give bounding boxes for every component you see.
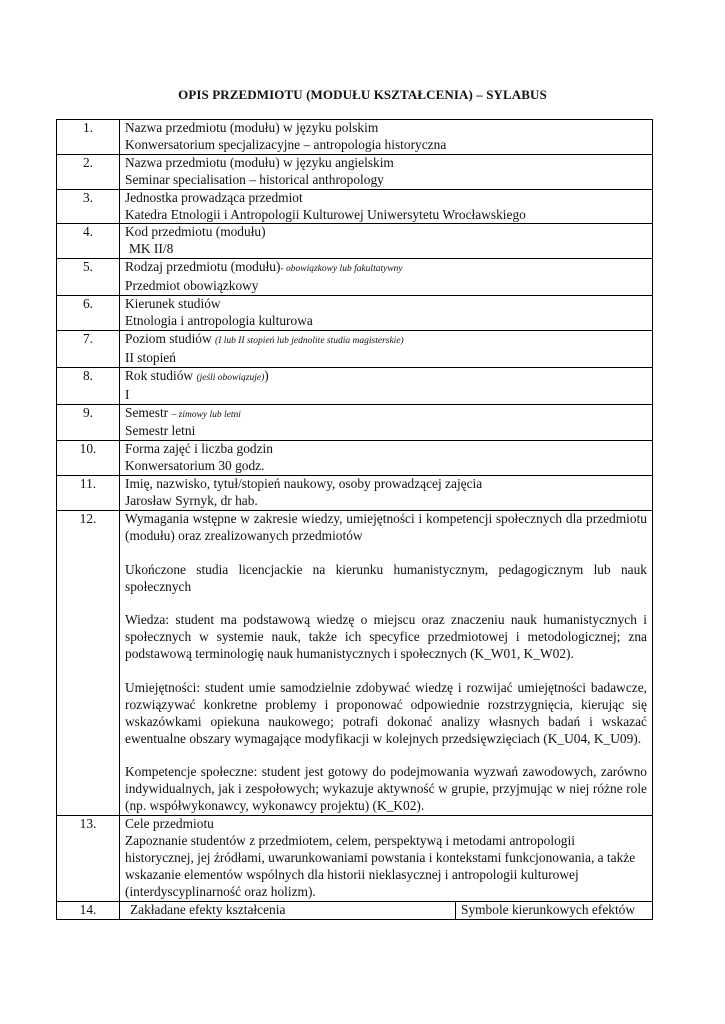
- row-content: [120, 330, 653, 367]
- document-title: OPIS PRZEDMIOTU (MODUŁU KSZTAŁCENIA) – SYLABUS: [178, 87, 547, 102]
- row-number: 9.: [57, 404, 120, 441]
- table-row: [57, 816, 653, 902]
- row-label: Nazwa przedmiotu (modułu) w języku polskim: [125, 120, 379, 135]
- row-value: Semestr letni: [125, 423, 196, 439]
- row-paragraph: Kompetencje społeczne: student jest gotowy do podejmowania wyzwań zawodowych, zarówno indywidualnych, jak i zespołowych; wykazuje aktywność w grupie, przyjmując w niej różne role (np. współwykonawcy, wykonawcy projektu) (K_K02).: [125, 764, 647, 814]
- row-label: Cele przedmiotu: [125, 816, 214, 832]
- row-number: 7.: [57, 330, 120, 367]
- table-row: [57, 189, 653, 224]
- row-content: [120, 259, 653, 296]
- row-label: Imię, nazwisko, tytuł/stopień naukowy, osoby prowadzącej zajęcia: [125, 476, 483, 492]
- table-row: [57, 441, 653, 476]
- row-number: 5.: [57, 259, 120, 296]
- row-content: [120, 901, 653, 919]
- row-content: [120, 816, 653, 902]
- row-value: II stopień: [125, 349, 176, 365]
- row-content: [120, 510, 653, 815]
- table-row: [57, 224, 653, 259]
- row-number: 12.: [57, 510, 120, 815]
- row-label-text: Poziom studiów: [125, 330, 212, 346]
- row-value: Seminar specialisation – historical anthropology: [125, 171, 384, 187]
- row-number: 6.: [57, 296, 120, 331]
- row-value: Konwersatorium 30 godz.: [125, 458, 265, 474]
- row-value: MK II/8: [129, 241, 174, 257]
- table-row: [57, 259, 653, 296]
- table-row: [57, 296, 653, 331]
- row-label-text: Rodzaj przedmiotu (modułu): [125, 259, 281, 275]
- row-value: Jarosław Syrnyk, dr hab.: [125, 493, 258, 509]
- row-value: Zapoznanie studentów z przedmiotem, celem, perspektywą i metodami antropologii historycznej, jej źródłami, uwarunkowaniami powstania i kontekstami funkcjonowania, a także wskazanie elementów wspólnych dla historii nieklasycznej i antropologii kulturowej (interdyscyplinarność oraz holizm).: [125, 833, 636, 899]
- syllabus-table-body: [57, 120, 653, 920]
- row-value: Przedmiot obowiązkowy: [125, 278, 259, 294]
- row-content: [120, 189, 653, 224]
- row-label: Kod przedmiotu (modułu): [125, 224, 266, 240]
- table-row: [57, 901, 653, 919]
- row-label: Nazwa przedmiotu (modułu) w języku angielskim: [125, 154, 394, 170]
- row-note: (jeśli obowiązuje): [196, 372, 265, 383]
- row-paragraph: Umiejętności: student umie samodzielnie zdobywać wiedzę i rozwijać umiejętności badawcze, rozwiązywać konkretne problemy i proponować odpowiednie rozstrzygnięcia, kierując się wskazówkami opiekuna naukowego; potrafi dokonać analizy własnych badań i wskazać ewentualne obszary wymagające modyfikacji w kolejnych przedsięwzięciach (K_U04, K_U09).: [125, 679, 647, 746]
- row-label-text: Rok studiów: [125, 367, 194, 383]
- row-paragraph: Ukończone studia licencjackie na kierunku humanistycznym, pedagogicznym lub nauk społecznych: [125, 561, 647, 594]
- row-number: 1.: [57, 120, 120, 155]
- row-label: [125, 331, 647, 350]
- row-value: I: [125, 386, 130, 402]
- row-number: 8.: [57, 367, 120, 404]
- row-label: [125, 405, 647, 424]
- row-value: Katedra Etnologii i Antropologii Kulturowej Uniwersytetu Wrocławskiego: [125, 206, 526, 222]
- row-number: 13.: [57, 816, 120, 902]
- row-number: 4.: [57, 224, 120, 259]
- table-row: [57, 404, 653, 441]
- table-row: [57, 476, 653, 511]
- row-note: - obowiązkowy lub fakultatywny: [280, 264, 403, 275]
- row-content: [120, 120, 653, 155]
- row-content: [120, 367, 653, 404]
- row-number: 3.: [57, 189, 120, 224]
- row-content: [120, 224, 653, 259]
- row-label-text: Semestr: [125, 404, 169, 420]
- table-row: [57, 367, 653, 404]
- table-row: [57, 120, 653, 155]
- symbols-header: Symbole kierunkowych efektów: [461, 901, 636, 917]
- row-note: – zimowy lub letni: [171, 409, 241, 420]
- row-paragraph: Wiedza: student ma podstawową wiedzę o miejscu oraz znaczeniu nauk humanistycznych i społecznych w systemie nauk, także ich specyfice przedmiotowej i metodologicznej; zna podstawową terminologię nauk humanistycznych i społecznych (K_W01, K_W02).: [125, 612, 647, 662]
- row-number: 14.: [57, 901, 120, 919]
- split-cells: [125, 902, 647, 919]
- row-value: Konwersatorium specjalizacyjne – antropologia historyczna: [125, 136, 447, 152]
- row-content: [120, 441, 653, 476]
- row-content: [120, 296, 653, 331]
- syllabus-table: [56, 119, 653, 920]
- table-row: [57, 510, 653, 815]
- effects-header: Zakładane efekty kształcenia: [125, 902, 456, 919]
- table-row: [57, 330, 653, 367]
- row-number: 11.: [57, 476, 120, 511]
- row-content: [120, 476, 653, 511]
- row-label-end: ): [264, 367, 269, 383]
- row-label: [125, 368, 647, 387]
- row-note: (I lub II stopień lub jednolite studia magisterskie): [215, 335, 404, 346]
- row-number: 10.: [57, 441, 120, 476]
- row-content: [120, 154, 653, 189]
- row-content: [120, 404, 653, 441]
- row-label: Wymagania wstępne w zakresie wiedzy, umiejętności i kompetencji społecznych dla przedmiotu (modułu) oraz zrealizowanych przedmiotów: [125, 510, 647, 543]
- table-row: [57, 154, 653, 189]
- row-number: 2.: [57, 154, 120, 189]
- row-label: [125, 259, 647, 278]
- row-value: Etnologia i antropologia kulturowa: [125, 312, 313, 328]
- row-label: Jednostka prowadząca przedmiot: [125, 189, 303, 205]
- row-label: Forma zajęć i liczba godzin: [125, 441, 273, 457]
- row-label: Kierunek studiów: [125, 296, 221, 312]
